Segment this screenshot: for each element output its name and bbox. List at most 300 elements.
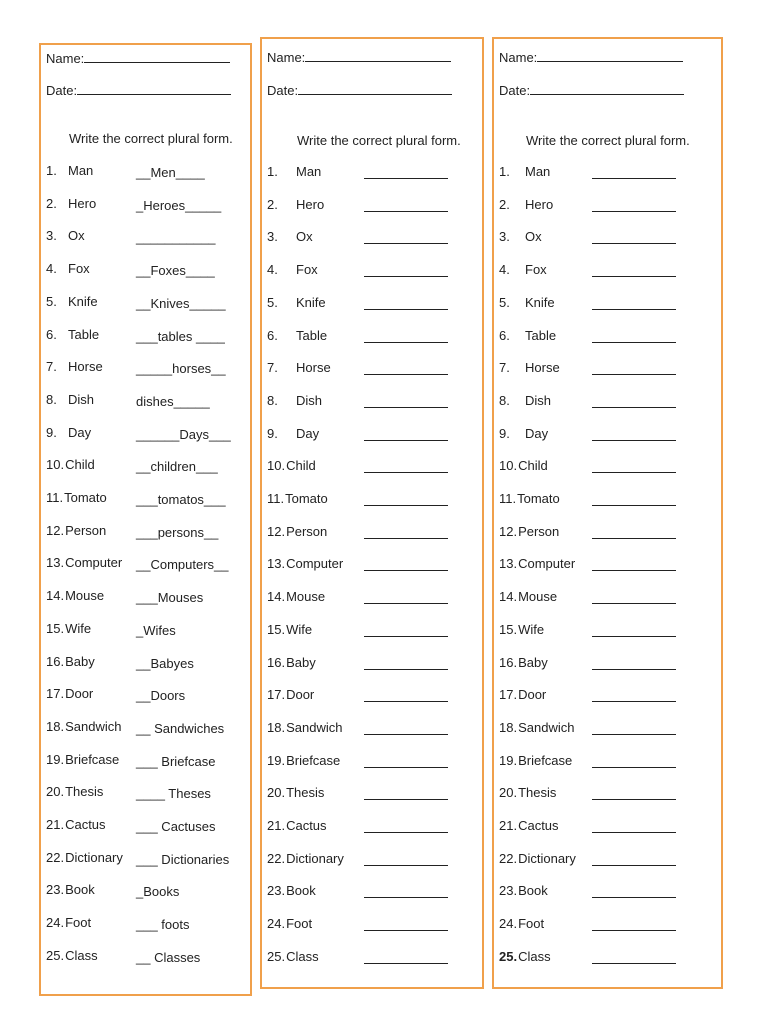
date-line: [499, 81, 684, 99]
item-row: [46, 784, 103, 800]
date-blank: [298, 81, 452, 95]
answer-blank: [364, 669, 448, 670]
item-word: Computer: [518, 556, 576, 572]
item-word: Table: [525, 327, 557, 343]
item-row: [267, 197, 324, 213]
answer-text: ___tables ____: [136, 328, 225, 344]
item-row: [499, 753, 572, 769]
date-line: [46, 81, 231, 99]
answer-text: ___tomatos___: [136, 492, 226, 507]
item-word: Table: [296, 327, 328, 343]
item-row: [46, 882, 95, 898]
item-word: Ox: [525, 229, 542, 245]
item-row: [46, 686, 93, 702]
item-row: [46, 850, 123, 866]
answer-text: ___Mouses: [136, 590, 204, 606]
item-number: 21.: [499, 818, 518, 833]
item-number: 12.: [267, 523, 286, 539]
item-row: [46, 294, 98, 310]
instruction: Write the correct plural form.: [297, 133, 461, 148]
item-number: 3.: [499, 229, 510, 245]
item-number: 10.: [46, 457, 65, 473]
item-word: Foot: [286, 916, 313, 932]
item-word: Baby: [65, 653, 95, 669]
item-row: [46, 915, 91, 931]
item-row: [267, 524, 327, 540]
answer-blank: [364, 570, 448, 571]
item-number: 18.: [267, 719, 286, 735]
item-row: [499, 655, 548, 671]
item-number: 9.: [46, 424, 57, 440]
item-row: [46, 588, 104, 604]
item-word: Thesis: [286, 785, 325, 801]
item-number: 24.: [267, 916, 286, 932]
item-number: 10.: [267, 458, 286, 474]
answer-text: _____horses__: [136, 361, 226, 377]
answer-blank: [592, 832, 676, 833]
answer-text: ___ Briefcase: [136, 753, 216, 769]
item-number: 13.: [499, 556, 518, 572]
item-number: 22.: [499, 850, 518, 866]
item-row: [267, 229, 313, 245]
item-number: 4.: [46, 261, 57, 277]
item-word: Person: [286, 523, 328, 539]
answer-text: ___persons__: [136, 524, 219, 540]
item-row: [499, 458, 548, 474]
item-number: 20.: [46, 784, 65, 800]
item-word: Child: [286, 458, 316, 474]
name-line: [499, 48, 683, 66]
answer-blank: [592, 669, 676, 670]
item-number: 11.: [267, 491, 285, 506]
answer-text: ___ Cactuses: [136, 819, 216, 834]
name-label: Name:: [499, 50, 538, 65]
item-row: [46, 948, 98, 964]
item-word: Wife: [65, 620, 92, 636]
item-number: 16.: [46, 653, 65, 669]
item-row: [499, 556, 575, 572]
item-row: [46, 523, 106, 539]
item-word: Mouse: [65, 588, 105, 604]
item-row: [46, 392, 94, 408]
item-word: Mouse: [286, 589, 326, 605]
item-row: [499, 360, 560, 376]
date-label: Date:: [46, 83, 78, 98]
item-word: Cactus: [286, 818, 327, 833]
item-word: Day: [525, 425, 549, 441]
answer-blank: [592, 930, 676, 931]
worksheet-blank-1: [260, 37, 484, 989]
name-line: [46, 49, 230, 67]
item-word: Baby: [518, 654, 548, 670]
item-row: [46, 752, 119, 768]
answer-blank: [364, 374, 448, 375]
item-word: Baby: [286, 654, 316, 670]
item-word: Child: [518, 458, 548, 474]
item-row: [499, 295, 555, 311]
item-number: 14.: [499, 589, 518, 605]
item-number: 1.: [499, 164, 510, 179]
answer-blank: [592, 897, 676, 898]
answer-blank: [364, 472, 448, 473]
answer-blank: [364, 538, 448, 539]
item-row: [267, 687, 314, 703]
item-number: 20.: [267, 785, 286, 801]
item-row: [46, 327, 99, 343]
item-word: Book: [518, 883, 548, 899]
answer-blank: [364, 309, 448, 310]
item-word: Thesis: [65, 784, 104, 800]
answer-text: __Knives_____: [136, 295, 226, 311]
item-number: 14.: [267, 589, 286, 605]
item-word: Fox: [525, 262, 547, 278]
item-number: 4.: [499, 262, 510, 278]
item-row: [267, 851, 344, 867]
answer-text: __Foxes____: [136, 263, 215, 279]
item-word: Knife: [68, 293, 98, 309]
item-number: 3.: [46, 228, 57, 244]
answer-text: ____ Theses: [136, 786, 211, 802]
answer-blank: [592, 570, 676, 571]
name-label: Name:: [267, 50, 306, 65]
answer-blank: [364, 767, 448, 768]
item-number: 20.: [499, 785, 518, 801]
answer-text: _Books: [136, 884, 180, 900]
item-row: [267, 458, 316, 474]
answer-blank: [592, 505, 676, 506]
answer-blank: [364, 407, 448, 408]
item-word: Dictionary: [518, 850, 576, 866]
item-number: 8.: [267, 392, 278, 408]
worksheet-blank-2: [492, 37, 723, 989]
item-number: 7.: [267, 360, 278, 376]
answer-blank: [364, 211, 448, 212]
answer-blank: [364, 897, 448, 898]
item-row: [499, 524, 559, 540]
item-number: 2.: [267, 196, 278, 212]
item-word: Dish: [525, 392, 552, 408]
item-row: [46, 555, 122, 571]
item-row: [499, 426, 548, 442]
item-row: [46, 196, 96, 212]
item-word: Hero: [68, 195, 97, 211]
item-number: 19.: [46, 751, 65, 767]
item-row: [499, 589, 557, 605]
answer-blank: [364, 178, 448, 179]
item-row: [267, 916, 312, 932]
item-number: 6.: [267, 327, 278, 343]
answer-text: __ Classes: [136, 949, 201, 965]
instruction: Write the correct plural form.: [69, 131, 233, 146]
answer-blank: [592, 342, 676, 343]
item-row: [267, 949, 319, 965]
answer-blank: [592, 407, 676, 408]
item-row: [499, 262, 547, 278]
item-word: Horse: [296, 360, 331, 376]
answer-blank: [592, 538, 676, 539]
item-row: [499, 851, 576, 867]
item-row: [499, 818, 559, 834]
item-word: Dish: [68, 391, 95, 407]
answer-blank: [592, 374, 676, 375]
item-row: [267, 589, 325, 605]
item-word: Tomato: [285, 491, 328, 506]
item-number: 24.: [46, 915, 65, 931]
answer-text: _Wifes: [136, 622, 176, 638]
item-number: 25.: [499, 948, 518, 964]
item-row: [499, 622, 544, 638]
item-row: [267, 720, 342, 736]
item-number: 8.: [46, 391, 57, 407]
item-row: [499, 687, 546, 703]
item-word: Day: [296, 425, 320, 441]
item-number: 21.: [267, 818, 286, 833]
answer-blank: [364, 603, 448, 604]
item-number: 13.: [46, 555, 65, 571]
answer-blank: [364, 342, 448, 343]
item-number: 3.: [267, 229, 278, 245]
item-word: Computer: [286, 556, 344, 572]
answer-text: __ Sandwiches: [136, 720, 225, 736]
date-label: Date:: [267, 83, 299, 98]
name-label: Name:: [46, 51, 85, 66]
item-number: 18.: [46, 718, 65, 734]
item-word: Tomato: [517, 491, 560, 506]
item-word: Sandwich: [286, 719, 343, 735]
answer-blank: [592, 701, 676, 702]
item-number: 14.: [46, 588, 65, 604]
answer-text: ___________: [136, 230, 216, 246]
item-row: [499, 949, 551, 965]
item-word: Wife: [286, 621, 313, 637]
item-word: Book: [286, 883, 316, 899]
item-word: Briefcase: [65, 751, 120, 767]
item-row: [46, 457, 95, 473]
item-row: [499, 197, 553, 213]
item-number: 22.: [267, 850, 286, 866]
name-blank: [84, 49, 230, 63]
worksheet-completed: [39, 43, 252, 996]
item-word: Fox: [68, 261, 90, 277]
item-word: Class: [518, 948, 551, 964]
item-word: Man: [68, 163, 94, 178]
item-word: Knife: [525, 294, 555, 310]
item-row: [46, 817, 106, 833]
answer-blank: [592, 734, 676, 735]
item-word: Wife: [518, 621, 545, 637]
answer-blank: [364, 636, 448, 637]
item-word: Man: [525, 164, 551, 179]
item-row: [499, 883, 548, 899]
item-number: 6.: [499, 327, 510, 343]
item-row: [267, 785, 324, 801]
item-row: [46, 490, 107, 506]
item-row: [267, 753, 340, 769]
answer-blank: [364, 799, 448, 800]
item-row: [267, 556, 343, 572]
answer-blank: [364, 930, 448, 931]
item-number: 18.: [499, 719, 518, 735]
item-number: 16.: [499, 654, 518, 670]
answer-text: ______Days___: [136, 426, 231, 442]
item-row: [267, 360, 331, 376]
item-row: [267, 655, 316, 671]
item-number: 9.: [499, 425, 510, 441]
item-row: [267, 491, 328, 507]
instruction: Write the correct plural form.: [526, 133, 690, 148]
answer-blank: [592, 603, 676, 604]
item-row: [267, 393, 322, 409]
item-word: Class: [286, 948, 319, 964]
item-row: [46, 163, 93, 179]
item-word: Person: [518, 523, 560, 539]
item-row: [46, 261, 90, 277]
item-row: [46, 425, 91, 441]
item-number: 12.: [46, 522, 65, 538]
answer-blank: [364, 276, 448, 277]
item-row: [46, 654, 95, 670]
answer-blank: [592, 178, 676, 179]
item-number: 17.: [46, 686, 65, 702]
item-row: [46, 359, 103, 375]
item-word: Door: [518, 687, 547, 703]
item-number: 15.: [267, 621, 286, 637]
item-number: 4.: [267, 262, 278, 278]
item-number: 25.: [267, 948, 286, 964]
item-number: 1.: [267, 164, 278, 179]
item-row: [267, 295, 326, 311]
answer-blank: [364, 865, 448, 866]
item-word: Dictionary: [286, 850, 344, 866]
name-blank: [305, 48, 451, 62]
item-word: Child: [65, 457, 95, 473]
item-row: [499, 393, 551, 409]
item-number: 15.: [46, 620, 65, 636]
item-row: [267, 262, 318, 278]
item-row: [46, 621, 91, 637]
item-row: [499, 720, 574, 736]
item-word: Table: [68, 326, 100, 342]
date-blank: [77, 81, 231, 95]
item-number: 7.: [499, 360, 510, 376]
answer-text: _Heroes_____: [136, 197, 222, 213]
answer-blank: [364, 963, 448, 964]
answer-blank: [364, 734, 448, 735]
answer-blank: [592, 440, 676, 441]
item-word: Foot: [65, 915, 92, 931]
answer-text: __Doors: [136, 688, 186, 704]
item-word: Computer: [65, 555, 123, 571]
item-word: Fox: [296, 262, 318, 278]
item-number: 13.: [267, 556, 286, 572]
item-number: 21.: [46, 817, 65, 832]
item-word: Briefcase: [286, 752, 341, 768]
item-word: Door: [65, 686, 94, 702]
item-number: 23.: [499, 883, 518, 899]
item-number: 17.: [499, 687, 518, 703]
item-word: Horse: [68, 359, 103, 375]
answer-blank: [592, 309, 676, 310]
item-word: Dictionary: [65, 849, 123, 865]
item-row: [499, 229, 542, 245]
answer-blank: [364, 701, 448, 702]
answer-blank: [592, 211, 676, 212]
answer-blank: [364, 243, 448, 244]
item-row: [267, 883, 316, 899]
item-row: [267, 328, 327, 344]
item-word: Briefcase: [518, 752, 573, 768]
item-word: Hero: [296, 196, 325, 212]
item-row: [267, 426, 319, 442]
item-number: 16.: [267, 654, 286, 670]
item-row: [46, 228, 85, 244]
answer-text: __Men____: [136, 165, 205, 180]
item-word: Dish: [296, 392, 323, 408]
item-word: Book: [65, 882, 95, 898]
item-word: Horse: [525, 360, 560, 376]
answer-text: __children___: [136, 459, 218, 475]
item-word: Hero: [525, 196, 554, 212]
item-number: 5.: [499, 294, 510, 310]
name-blank: [537, 48, 683, 62]
answer-text: dishes_____: [136, 393, 210, 409]
item-number: 7.: [46, 359, 57, 375]
item-number: 19.: [499, 752, 518, 768]
item-row: [267, 622, 312, 638]
item-number: 17.: [267, 687, 286, 703]
answer-blank: [592, 472, 676, 473]
answer-blank: [592, 636, 676, 637]
date-label: Date:: [499, 83, 531, 98]
item-word: Class: [65, 947, 98, 963]
item-word: Cactus: [518, 818, 559, 833]
item-row: [267, 164, 321, 180]
item-number: 6.: [46, 326, 57, 342]
item-number: 9.: [267, 425, 278, 441]
item-word: Door: [286, 687, 315, 703]
name-line: [267, 48, 451, 66]
item-number: 25.: [46, 947, 65, 963]
item-word: Thesis: [518, 785, 557, 801]
item-word: Day: [68, 424, 92, 440]
answer-text: __Computers__: [136, 557, 229, 573]
item-number: 23.: [267, 883, 286, 899]
item-number: 24.: [499, 916, 518, 932]
item-word: Tomato: [64, 490, 107, 505]
answer-blank: [364, 505, 448, 506]
item-number: 5.: [46, 293, 57, 309]
item-row: [499, 164, 550, 180]
item-row: [46, 719, 121, 735]
answer-blank: [364, 440, 448, 441]
item-number: 1.: [46, 163, 57, 178]
answer-blank: [592, 865, 676, 866]
answer-blank: [364, 832, 448, 833]
item-word: Sandwich: [518, 719, 575, 735]
item-number: 11.: [499, 491, 517, 506]
item-word: Foot: [518, 916, 545, 932]
date-blank: [530, 81, 684, 95]
item-row: [267, 818, 327, 834]
item-word: Knife: [296, 294, 326, 310]
item-word: Man: [296, 164, 322, 179]
item-number: 8.: [499, 392, 510, 408]
item-number: 5.: [267, 294, 278, 310]
item-number: 2.: [46, 195, 57, 211]
item-number: 19.: [267, 752, 286, 768]
item-number: 11.: [46, 490, 64, 505]
item-word: Person: [65, 522, 107, 538]
